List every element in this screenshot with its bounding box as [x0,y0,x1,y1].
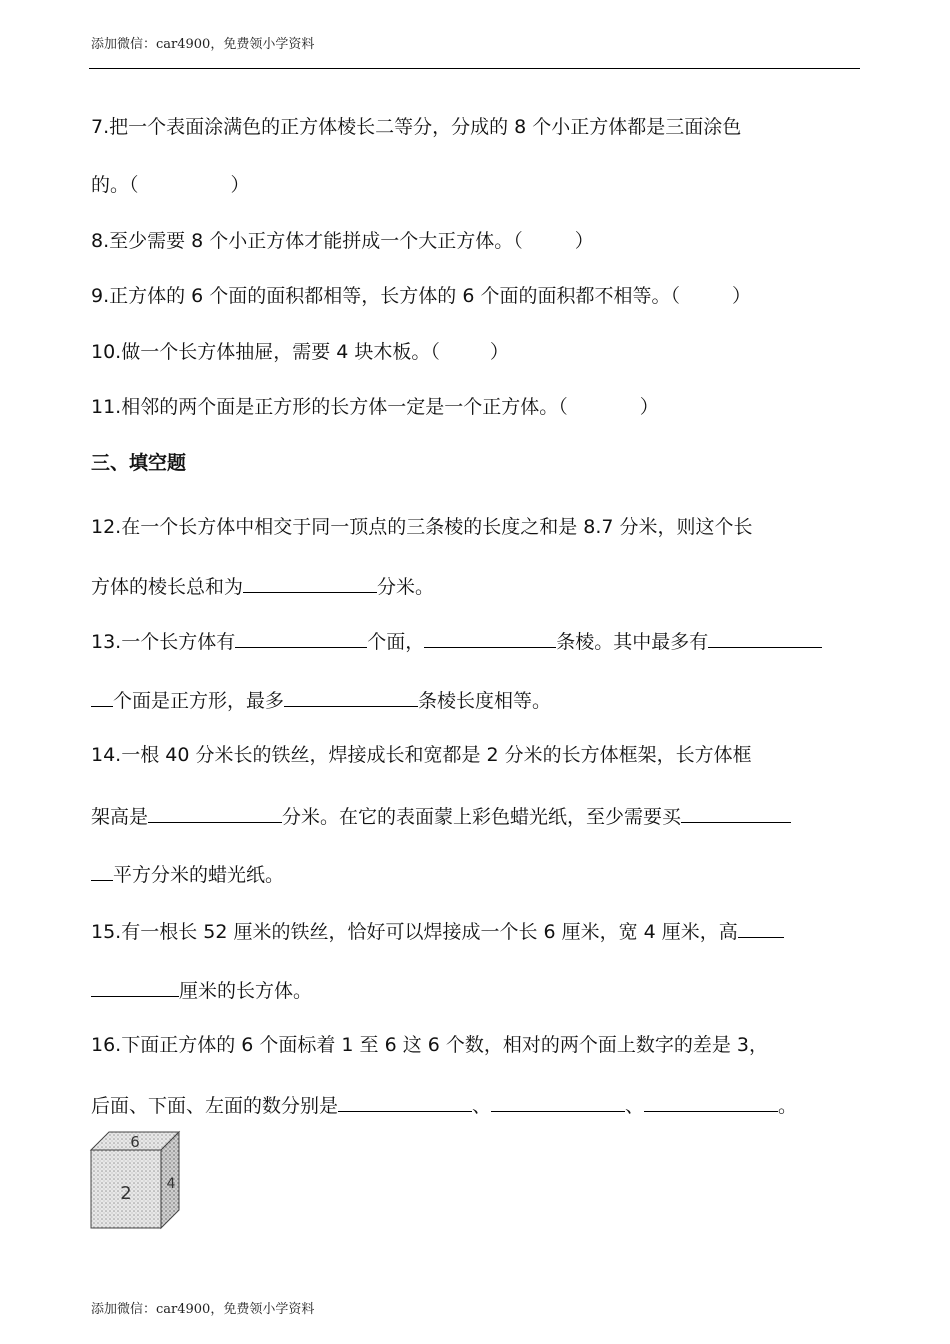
cube-right-label: 4 [166,1176,176,1192]
q7-line1: 7.把一个表面涂满色的正方体棱长二等分，分成的 8 个小正方体都是三面涂色 [91,116,742,138]
numbered-cube-figure [89,1130,185,1230]
q14-text-a: 架高是 [91,806,149,828]
q13-line2 [91,688,551,713]
q14-text-c: 平方分米的蜡光纸。 [113,864,285,886]
q10-line [91,340,509,364]
q14-line3 [91,862,284,887]
q14-line1: 14.一根 40 分米长的铁丝，焊接成长和宽都是 2 分米的长方体框架，长方体框 [91,744,752,766]
cube-front-label: 2 [120,1183,132,1204]
q12-line2 [91,574,434,599]
q8-close: ） [574,230,594,252]
q16-line2 [91,1093,797,1118]
q13-text-c: 条棱。其中最多有 [556,631,709,653]
q13-blank-1[interactable] [235,629,367,648]
q15-text-a: 15.有一根长 52 厘米的铁丝，恰好可以焊接成一个长 6 厘米，宽 4 厘米，高 [91,921,738,943]
q15-text-b: 厘米的长方体。 [179,980,313,1002]
q14-blank-1[interactable] [148,804,282,823]
footer-watermark: 添加微信：car4900，免费领小学资料 [91,1302,315,1317]
q9-close: ） [731,285,751,307]
q12-blank[interactable] [243,574,377,593]
q16-blank-bottom[interactable] [491,1093,625,1112]
q13-text-b: 个面， [367,631,425,653]
q11-text: 11.相邻的两个面是正方形的长方体一定是一个正方体。（ [91,396,568,418]
q7-line2 [91,173,250,197]
q11-line [91,395,659,419]
q7-close: ） [230,174,250,196]
header-rule [89,68,860,69]
q12-text-a: 方体的棱长总和为 [91,576,244,598]
q8-text: 8.至少需要 8 个小正方体才能拼成一个大正方体。（ [91,230,523,252]
q16-end: 。 [778,1095,798,1117]
q9-text: 9.正方体的 6 个面的面积都相等，长方体的 6 个面的面积都不相等。（ [91,285,680,307]
q7-text: 的。（ [91,174,139,196]
q14-line2 [91,804,791,829]
header-watermark: 添加微信：car4900，免费领小学资料 [91,37,315,52]
q14-text-b: 分米。在它的表面蒙上彩色蜡光纸，至少需要买 [282,806,682,828]
q8-line [91,229,594,253]
q13-blank-3-cont[interactable] [91,688,113,707]
q12-text-b: 分米。 [377,576,435,598]
q16-text-a: 后面、下面、左面的数分别是 [91,1095,339,1117]
q13-text-a: 13.一个长方体有 [91,631,236,653]
q13-blank-3[interactable] [708,629,822,648]
q9-line [91,284,751,308]
q16-sep-2: 、 [625,1095,645,1117]
q14-blank-2-cont[interactable] [91,862,113,881]
q13-text-d: 个面是正方形，最多 [113,690,285,712]
q10-text: 10.做一个长方体抽屉，需要 4 块木板。（ [91,341,440,363]
section-heading-fill-blank: 三、填空题 [91,452,187,474]
q12-line1: 12.在一个长方体中相交于同一顶点的三条棱的长度之和是 8.7 分米，则这个长 [91,516,753,538]
q16-line1: 16.下面正方体的 6 个面标着 1 至 6 这 6 个数，相对的两个面上数字的差是 3， [91,1034,769,1056]
q13-blank-2[interactable] [424,629,556,648]
q15-line1 [91,919,784,944]
q13-blank-4[interactable] [284,688,418,707]
q13-text-e: 条棱长度相等。 [418,690,552,712]
q16-sep-1: 、 [472,1095,492,1117]
q14-blank-2[interactable] [681,804,791,823]
q13-line1 [91,629,822,654]
q15-line2 [91,978,312,1003]
q15-blank-cont[interactable] [91,978,179,997]
q11-close: ） [639,396,659,418]
q16-blank-back[interactable] [338,1093,472,1112]
q16-blank-left[interactable] [644,1093,778,1112]
q10-close: ） [489,341,509,363]
cube-top-label: 6 [130,1133,140,1151]
q15-blank[interactable] [738,919,784,938]
